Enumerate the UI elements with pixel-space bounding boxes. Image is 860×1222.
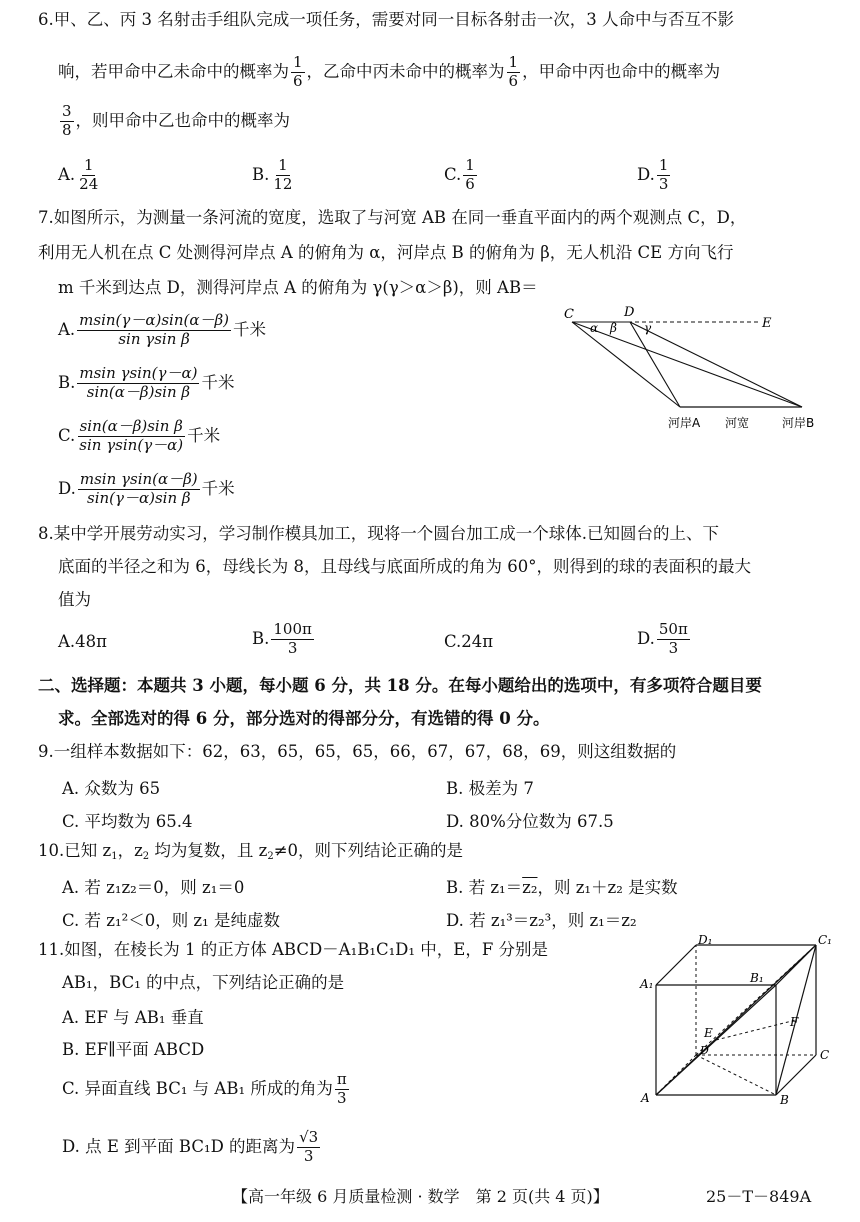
q9-option-b: B. 极差为 7 bbox=[446, 779, 534, 798]
label-a: A bbox=[641, 1091, 650, 1105]
q6-option-a: A. $\frac{1}{24}$ bbox=[58, 156, 99, 193]
q7-option-d: D. $\frac{\text{msin γsin(α－β)}}{\text{sin(γ－α)sin β}}$ 千米 bbox=[58, 470, 235, 507]
segment-ef bbox=[716, 1020, 796, 1040]
q10-option-c: C. 若 z₁²＜0，则 z₁ 是纯虚数 bbox=[62, 911, 280, 930]
label-bank-a: 河岸A bbox=[668, 416, 701, 430]
q11-option-a: A. EF 与 AB₁ 垂直 bbox=[62, 1008, 204, 1027]
q6-option-b: B. $\frac{1}{12}$ bbox=[252, 156, 293, 193]
exam-code: 25－T－849A bbox=[706, 1187, 812, 1206]
label-bank-b: 河岸B bbox=[782, 416, 815, 430]
label-c1: C₁ bbox=[818, 933, 832, 947]
label-river-width: 河宽 bbox=[725, 416, 750, 430]
label-beta: β bbox=[610, 321, 617, 335]
q9-option-d: D. 80%分位数为 67.5 bbox=[446, 812, 614, 831]
q7-line2: 利用无人机在点 C 处测得河岸点 A 的俯角为 α，河岸点 B 的俯角为 β，无人机沿 CE 方向飞行 bbox=[38, 243, 734, 262]
q11-option-b: B. EF∥平面 ABCD bbox=[62, 1040, 205, 1059]
river-figure bbox=[560, 300, 840, 440]
fraction: $\frac{3}{8}$ bbox=[62, 102, 72, 139]
label-e: E bbox=[704, 1026, 713, 1040]
q11-line2: AB₁，BC₁ 的中点，下列结论正确的是 bbox=[62, 973, 345, 992]
label-d1: D₁ bbox=[698, 933, 713, 947]
cube-figure bbox=[636, 930, 836, 1110]
q11-line1: 11.如图，在棱长为 1 的正方体 ABCD－A₁B₁C₁D₁ 中，E，F 分别是 bbox=[38, 940, 549, 959]
q8-line3: 值为 bbox=[58, 590, 91, 609]
edge-a1d1 bbox=[656, 945, 696, 985]
q7-option-a: A. $\frac{msin(\gamma-\alpha)\sin(\alpha-\beta)}{\text{sin γsin β}}$ 千米 bbox=[58, 311, 267, 348]
q10-option-b: B. 若 z₁＝z₂，则 z₁＋z₂ 是实数 bbox=[446, 878, 678, 897]
q10-option-a: A. 若 z₁z₂＝0，则 z₁＝0 bbox=[62, 878, 245, 897]
q7-line1: 7.如图所示，为测量一条河流的宽度，选取了与河宽 AB 在同一垂直平面内的两个观测点 C，D， bbox=[38, 208, 747, 227]
q7-option-c: C. $\frac{\text{sin(α－β)sin β}}{\text{sin γsin(γ－α)}}$ 千米 bbox=[58, 417, 221, 454]
fraction: $\frac{1}{6}$ bbox=[293, 53, 303, 90]
label-d: D bbox=[700, 1044, 709, 1057]
label-f: F bbox=[790, 1015, 799, 1029]
q11-option-c: C. 异面直线 BC₁ 与 AB₁ 所成的角为 $\frac{\pi}{3}$ bbox=[62, 1070, 347, 1107]
q8-option-c: C.24π bbox=[444, 632, 494, 651]
q8-line2: 底面的半径之和为 6，母线长为 8，且母线与底面所成的角为 60°，则得到的球的表面积的最大 bbox=[58, 557, 751, 576]
q8-option-d: D. $\frac{50\pi}{3}$ bbox=[637, 620, 688, 657]
label-gamma: γ bbox=[644, 321, 652, 335]
q6-option-c: C. $\frac{1}{6}$ bbox=[444, 156, 475, 193]
label-d: D bbox=[624, 305, 635, 320]
diag-dc1 bbox=[696, 945, 816, 1055]
q8-option-a: A.48π bbox=[58, 632, 108, 651]
q6-line2: 响，若甲命中乙未命中的概率为 $\frac{1}{6}$ ，乙命中丙未命中的概率为 $\frac{1}{6}$ ，甲命中丙也命中的概率为 bbox=[58, 53, 721, 90]
q8-line1: 8.某中学开展劳动实习，学习制作模具加工，现将一个圆台加工成一个球体.已知圆台的上、下 bbox=[38, 524, 719, 543]
q9-option-c: C. 平均数为 65.4 bbox=[62, 812, 193, 831]
line-cb bbox=[572, 322, 802, 407]
section2-line1: 二、选择题：本题共 3 小题，每小题 6 分，共 18 分。在每小题给出的选项中，有多项符合题目要 bbox=[38, 676, 762, 695]
label-c: C bbox=[564, 307, 574, 322]
q7-line3: m 千米到达点 D，测得河岸点 A 的俯角为 γ(γ＞α＞β)，则 AB＝ bbox=[58, 278, 538, 297]
q10-option-d: D. 若 z₁³＝z₂³，则 z₁＝z₂ bbox=[446, 911, 637, 930]
page-footer: 【高一年级 6 月质量检测 · 数学 第 2 页(共 4 页)】 bbox=[232, 1187, 609, 1206]
q6-option-d: D. $\frac{1}{3}$ bbox=[637, 156, 669, 193]
diag-db bbox=[696, 1055, 776, 1095]
q9-line1: 9.一组样本数据如下：62，63，65，65，65，66，67，67，68，69，则这组数据的 bbox=[38, 742, 677, 761]
q8-option-b: B. $\frac{100\pi}{3}$ bbox=[252, 620, 312, 657]
q6-line1: 6.甲、乙、丙 3 名射击手组队完成一项任务，需要对同一目标各射击一次，3 人命中与否互不影 bbox=[38, 10, 734, 29]
label-b1: B₁ bbox=[750, 971, 764, 985]
q11-option-d: D. 点 E 到平面 BC₁D 的距离为 $\frac{√3}{3}$ bbox=[62, 1128, 319, 1165]
q9-option-a: A. 众数为 65 bbox=[62, 779, 161, 798]
line-db bbox=[630, 322, 802, 407]
line-ca bbox=[572, 322, 680, 407]
fraction: $\frac{1}{6}$ bbox=[508, 53, 519, 90]
label-b: B bbox=[780, 1093, 789, 1107]
q6-line3: $\frac{3}{8}$ ，则甲命中乙也命中的概率为 bbox=[62, 102, 291, 139]
section2-line2: 求。全部选对的得 6 分，部分选对的得部分分，有选错的得 0 分。 bbox=[58, 709, 550, 728]
label-a1: A₁ bbox=[640, 977, 654, 991]
label-e: E bbox=[762, 316, 772, 331]
label-c: C bbox=[820, 1048, 830, 1062]
q10-line1: 10.已知 $z_1$，$z_2$ 均为复数，且 $z_2\ne 0$，则下列结论正确的是 bbox=[38, 841, 464, 862]
edge-bc bbox=[776, 1055, 816, 1095]
q7-option-b: B. $\frac{\text{msin γsin(γ－α)}}{\text{sin(α－β)sin β}}$ 千米 bbox=[58, 364, 235, 401]
label-alpha: α bbox=[590, 321, 599, 335]
